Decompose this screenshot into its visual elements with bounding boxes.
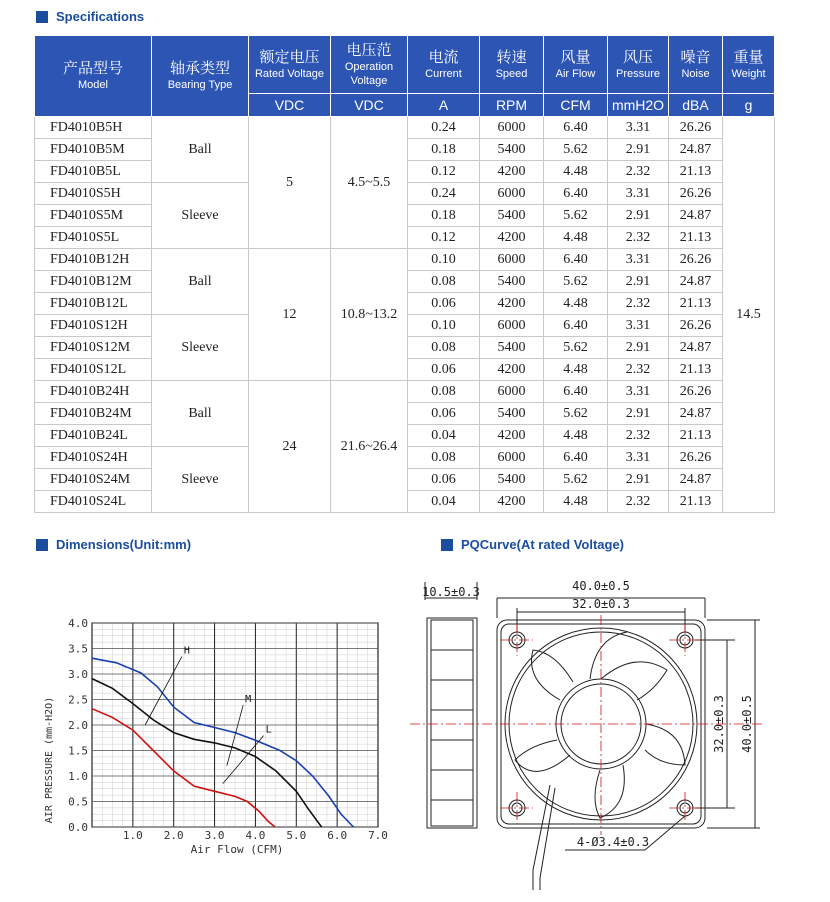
current-cell: 0.08 [408,381,480,403]
header-speed: 转速 Speed [480,36,544,94]
section-bullet-icon [36,11,48,23]
dimensions-heading [36,537,191,552]
y-tick-label: 3.0 [68,668,88,681]
bearing-cell: Sleeve [152,183,249,249]
model-cell: FD4010S24L [35,491,152,513]
speed-cell: 4200 [480,425,544,447]
speed-cell: 4200 [480,227,544,249]
speed-cell: 5400 [480,139,544,161]
speed-cell: 4200 [480,491,544,513]
table-row [35,117,775,139]
y-tick-label: 2.0 [68,719,88,732]
pressure-cell: 2.91 [608,337,669,359]
speed-cell: 5400 [480,337,544,359]
air-flow-cell: 4.48 [544,491,608,513]
unit-cell: VDC [249,94,331,117]
pressure-cell: 3.31 [608,117,669,139]
noise-cell: 24.87 [669,139,723,161]
speed-cell: 5400 [480,271,544,293]
bearing-cell: Ball [152,249,249,315]
outer-width-dim: 40.0±0.5 [572,579,630,593]
speed-cell: 5400 [480,403,544,425]
header-current: 电流 Current [408,36,480,94]
noise-cell: 24.87 [669,403,723,425]
noise-cell: 24.87 [669,271,723,293]
current-cell: 0.18 [408,205,480,227]
speed-cell: 6000 [480,447,544,469]
model-cell: FD4010B12L [35,293,152,315]
voltage-range-cell: 21.6~26.4 [331,381,408,513]
current-cell: 0.04 [408,425,480,447]
specifications-table [34,35,775,513]
rated-voltage-cell: 24 [249,381,331,513]
pressure-cell: 2.32 [608,161,669,183]
header-pressure: 风压 Pressure [608,36,669,94]
air-flow-cell: 4.48 [544,425,608,447]
y-tick-label: 4.0 [68,617,88,630]
pressure-cell: 2.91 [608,271,669,293]
voltage-range-cell: 10.8~13.2 [331,249,408,381]
mounting-holes-dim: 4-Ø3.4±0.3 [576,835,650,849]
noise-cell: 24.87 [669,469,723,491]
specifications-title: Specifications [56,9,145,24]
rated-voltage-cell: 5 [249,117,331,249]
x-tick-label: 3.0 [204,829,225,842]
unit-cell: RPM [480,94,544,117]
speed-cell: 4200 [480,293,544,315]
voltage-range-cell: 4.5~5.5 [331,117,408,249]
air-flow-cell: 4.48 [544,227,608,249]
speed-cell: 5400 [480,205,544,227]
pq-curve-chart [40,605,395,870]
current-cell: 0.12 [408,227,480,249]
series-label-h: H [183,645,190,657]
speed-cell: 4200 [480,359,544,381]
pressure-cell: 3.31 [608,183,669,205]
model-cell: FD4010S24M [35,469,152,491]
air-flow-cell: 6.40 [544,447,608,469]
air-flow-cell: 5.62 [544,403,608,425]
current-cell: 0.08 [408,447,480,469]
bearing-cell: Ball [152,117,249,183]
bearing-cell: Sleeve [152,315,249,381]
pressure-cell: 3.31 [608,249,669,271]
bearing-cell: Ball [152,381,249,447]
speed-cell: 6000 [480,117,544,139]
pq-curve-heading [441,537,624,552]
y-tick-label: 0.5 [68,795,88,809]
y-tick-label: 2.5 [68,693,88,707]
unit-cell: mmH2O [608,94,669,117]
x-tick-label: 2.0 [163,829,184,842]
x-tick-label: 6.0 [327,829,348,842]
speed-cell: 6000 [480,249,544,271]
pressure-cell: 2.91 [608,469,669,491]
side-view [425,582,477,828]
pq-curve-title: PQCurve(At rated Voltage) [461,537,625,552]
air-flow-cell: 5.62 [544,469,608,491]
unit-cell: VDC [331,94,408,117]
noise-cell: 26.26 [669,183,723,205]
current-cell: 0.08 [408,271,480,293]
model-cell: FD4010B5L [35,161,152,183]
current-cell: 0.06 [408,293,480,315]
pressure-cell: 2.32 [608,293,669,315]
model-cell: FD4010B24L [35,425,152,447]
current-cell: 0.08 [408,337,480,359]
pressure-cell: 3.31 [608,315,669,337]
vert-hole-spacing-dim: 32.0±0.3 [712,695,726,753]
y-tick-label: 1.5 [68,744,88,758]
current-cell: 0.04 [408,491,480,513]
model-cell: FD4010B5H [35,117,152,139]
hole-spacing-dim: 32.0±0.3 [572,597,630,611]
air-flow-cell: 5.62 [544,337,608,359]
weight-cell: 14.5 [723,117,775,513]
current-cell: 0.06 [408,359,480,381]
model-cell: FD4010S12L [35,359,152,381]
model-cell: FD4010B24H [35,381,152,403]
model-cell: FD4010B24M [35,403,152,425]
air-flow-cell: 4.48 [544,161,608,183]
x-tick-label: 1.0 [122,829,143,842]
header-weight: 重量 Weight [723,36,775,94]
noise-cell: 21.13 [669,293,723,315]
current-cell: 0.24 [408,183,480,205]
header-rated-voltage: 额定电压 Rated Voltage [249,36,331,94]
current-cell: 0.06 [408,403,480,425]
unit-cell: CFM [544,94,608,117]
model-cell: FD4010B12H [35,249,152,271]
current-cell: 0.06 [408,469,480,491]
air-flow-cell: 4.48 [544,359,608,381]
unit-cell: A [408,94,480,117]
model-cell: FD4010B12M [35,271,152,293]
header-model: 产品型号 Model [35,36,152,117]
air-flow-cell: 5.62 [544,271,608,293]
header-air-flow: 风量 Air Flow [544,36,608,94]
unit-cell: g [723,94,775,117]
air-flow-cell: 6.40 [544,183,608,205]
noise-cell: 26.26 [669,381,723,403]
model-cell: FD4010S12H [35,315,152,337]
noise-cell: 24.87 [669,337,723,359]
pressure-cell: 2.32 [608,491,669,513]
speed-cell: 4200 [480,161,544,183]
speed-cell: 6000 [480,381,544,403]
vert-outer-dim: 40.0±0.5 [740,695,754,753]
noise-cell: 21.13 [669,491,723,513]
speed-cell: 6000 [480,183,544,205]
current-cell: 0.10 [408,315,480,337]
series-line-m [92,679,322,827]
series-label-l: L [265,724,272,736]
model-cell: FD4010B5M [35,139,152,161]
pressure-cell: 2.32 [608,425,669,447]
current-cell: 0.24 [408,117,480,139]
noise-cell: 26.26 [669,447,723,469]
section-bullet-icon [441,539,453,551]
air-flow-cell: 6.40 [544,117,608,139]
y-axis-label: AIR PRESSURE (mm-H2O) [44,696,55,824]
pressure-cell: 2.91 [608,403,669,425]
noise-cell: 26.26 [669,117,723,139]
unit-cell: dBA [669,94,723,117]
model-cell: FD4010S12M [35,337,152,359]
specifications-heading [36,9,144,24]
speed-cell: 5400 [480,469,544,491]
current-cell: 0.12 [408,161,480,183]
noise-cell: 21.13 [669,425,723,447]
noise-cell: 21.13 [669,227,723,249]
pressure-cell: 2.32 [608,227,669,249]
header-bearing: 轴承类型 Bearing Type [152,36,249,117]
air-flow-cell: 4.48 [544,293,608,315]
noise-cell: 26.26 [669,315,723,337]
noise-cell: 24.87 [669,205,723,227]
y-tick-label: 1.0 [68,770,88,783]
noise-cell: 21.13 [669,161,723,183]
speed-cell: 6000 [480,315,544,337]
pressure-cell: 3.31 [608,447,669,469]
model-cell: FD4010S5M [35,205,152,227]
dimensions-drawing [405,560,770,895]
section-bullet-icon [36,539,48,551]
x-tick-label: 4.0 [245,829,266,842]
table-row [35,381,775,403]
header-noise: 噪音 Noise [669,36,723,94]
x-tick-label: 5.0 [286,829,307,842]
noise-cell: 21.13 [669,359,723,381]
y-tick-label: 3.5 [68,642,88,656]
x-axis-label: Air Flow (CFM) [190,843,284,856]
series-line-l [92,709,275,827]
current-cell: 0.18 [408,139,480,161]
model-cell: FD4010S5L [35,227,152,249]
x-tick-label: 7.0 [368,829,388,842]
bearing-cell: Sleeve [152,447,249,513]
current-cell: 0.10 [408,249,480,271]
header-operation-voltage: 电压范 Operation Voltage [331,36,408,94]
air-flow-cell: 6.40 [544,249,608,271]
pressure-cell: 2.91 [608,205,669,227]
air-flow-cell: 5.62 [544,139,608,161]
table-row [35,249,775,271]
dimensions-title: Dimensions(Unit:mm) [56,537,192,552]
side-width-dim: 10.5±0.3 [422,585,480,599]
pressure-cell: 2.32 [608,359,669,381]
pressure-cell: 3.31 [608,381,669,403]
air-flow-cell: 6.40 [544,315,608,337]
air-flow-cell: 6.40 [544,381,608,403]
table-header-row [35,36,775,94]
pressure-cell: 2.91 [608,139,669,161]
model-cell: FD4010S24H [35,447,152,469]
air-flow-cell: 5.62 [544,205,608,227]
model-cell: FD4010S5H [35,183,152,205]
noise-cell: 26.26 [669,249,723,271]
rated-voltage-cell: 12 [249,249,331,381]
y-tick-label: 0.0 [68,821,88,834]
series-label-m: M [245,694,252,706]
